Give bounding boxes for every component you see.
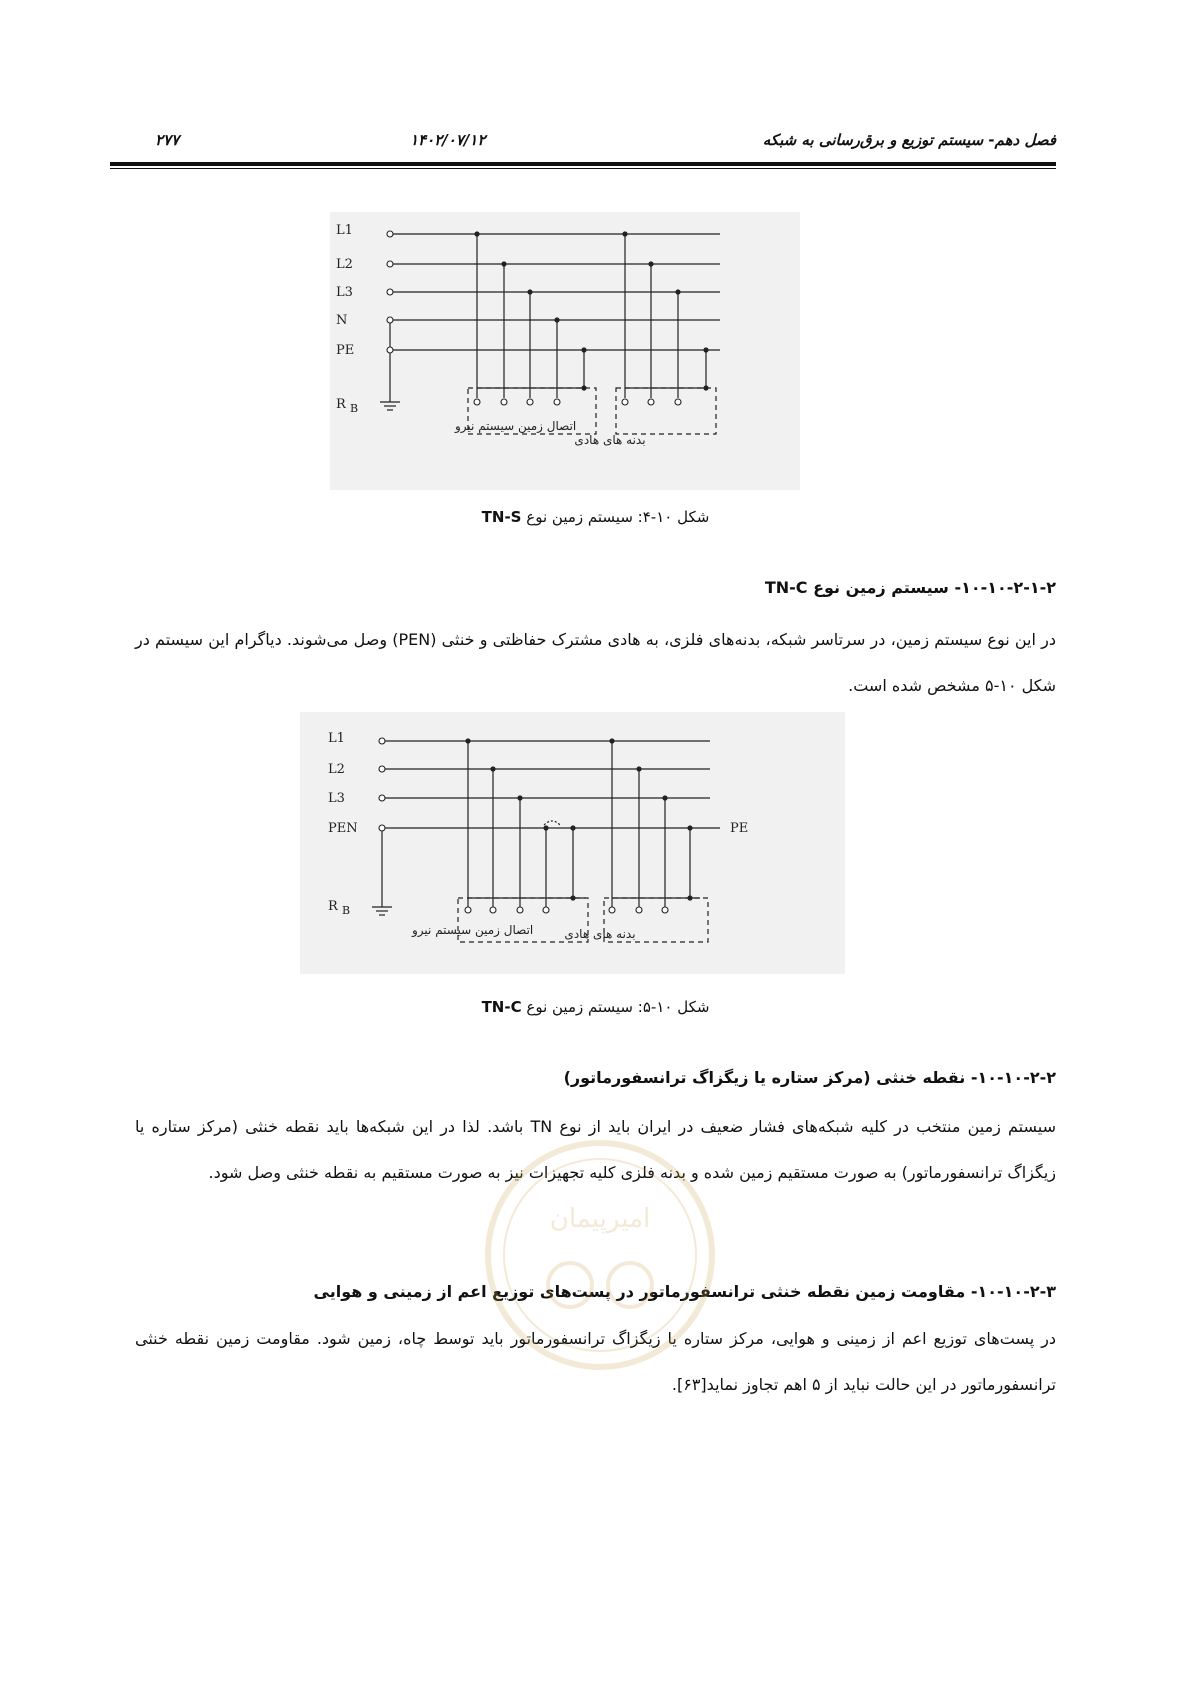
page-number: ۲۷۷ [155, 131, 180, 149]
label-l1: L1 [336, 223, 353, 238]
section1-paragraph: در این نوع سیستم زمین، در سرتاسر شبکه، بدنه‌های فلزی، به هادی مشترک حفاظتی و خنثی (PEN) وصل می‌شوند. دیاگرام این سیستم در شکل ۱۰-۵ مشخص شده است. [135, 630, 1056, 695]
label-rb: R [336, 397, 346, 412]
label-n: N [336, 313, 348, 328]
label-l1: L1 [328, 731, 345, 746]
label-l2: L2 [328, 762, 345, 777]
header-rule-thin [110, 168, 1056, 169]
watermark-logo [480, 1135, 720, 1375]
section3-paragraph: در پست‌های توزیع اعم از زمینی و هوایی، مرکز ستاره یا زیگزاگ ترانسفورماتور باید توسط چاه، زمین شود. مقاومت زمین نقطه خنثی ترانسفورماتور در این حالت نباید از ۵ اهم تجاوز نماید[۶۳]. [135, 1329, 1056, 1394]
header-date: ۱۴۰۲/۰۷/۱۲ [410, 131, 486, 149]
section3-heading: ۱۰-۱۰-۲-۳- مقاومت زمین نقطه خنثی ترانسفورماتور در پست‌های توزیع اعم از زمینی و هوایی [313, 1282, 1056, 1301]
ground-caption: اتصال زمین سیستم نیرو [455, 419, 577, 433]
figure1-caption-code: TN-S [481, 508, 522, 526]
watermark-text: امیرپیمان [549, 1204, 651, 1234]
section1-heading-text: سیستم زمین نوع [813, 578, 949, 597]
section2-paragraph: سیستم زمین منتخب در کلیه شبکه‌های فشار ضعیف در ایران باید از نوع TN باشد. لذا در این شبکه‌ها باید نقطه خنثی (مرکز ستاره یا زیگزاگ ترانسفورماتور) به صورت مستقیم زمین شده و بدنه فلزی کلیه تجهیزات نیز به صورت مستقیم به نقطه خنثی وصل شود. [135, 1117, 1057, 1182]
section1-heading-code: TN-C [764, 578, 808, 597]
figure-tn-s-diagram [330, 212, 800, 490]
section2-heading: ۱۰-۱۰-۲-۲- نقطه خنثی (مرکز ستاره یا زیگزاگ ترانسفورماتور) [563, 1068, 1056, 1087]
figure-tn-c-diagram [300, 712, 845, 974]
label-pe: PE [730, 821, 749, 836]
page-header [110, 127, 1056, 167]
label-pen: PEN [328, 821, 358, 836]
tn-s-schematic [330, 212, 800, 490]
label-rb-sub: B [342, 904, 351, 917]
ground-caption: اتصال زمین سیستم نیرو [412, 923, 534, 937]
label-rb-sub: B [350, 402, 359, 415]
chapter-title: فصل دهم- سیستم توزیع و برق‌رسانی به شبکه [762, 131, 1056, 149]
header-rule-thick [110, 162, 1056, 166]
figure1-caption-prefix: شکل ۱۰-۴: سیستم زمین نوع [526, 508, 710, 526]
label-l2: L2 [336, 257, 353, 272]
figure2-caption [0, 998, 1191, 1016]
bodies-caption: بدنه های هادی [564, 927, 636, 941]
figure2-caption-code: TN-C [481, 998, 522, 1016]
figure1-caption [0, 508, 1191, 526]
bodies-caption: بدنه های هادی [574, 433, 646, 447]
tn-c-schematic [300, 712, 845, 974]
label-l3: L3 [328, 791, 345, 806]
label-pe: PE [336, 343, 355, 358]
figure2-caption-prefix: شکل ۱۰-۵: سیستم زمین نوع [526, 998, 710, 1016]
label-rb: R [328, 899, 338, 914]
section1-heading [135, 578, 1056, 597]
section1-heading-number: ۱۰-۱۰-۲-۱-۲- [954, 578, 1056, 597]
label-l3: L3 [336, 285, 353, 300]
